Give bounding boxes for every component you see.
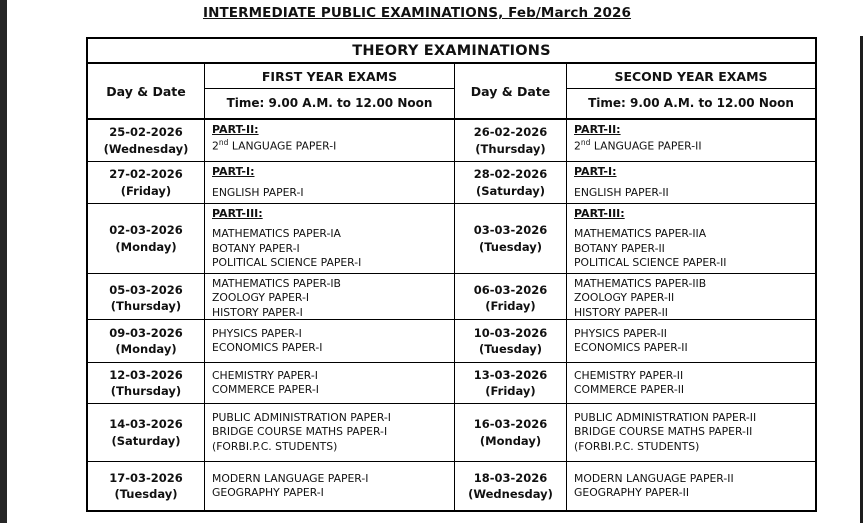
subject-superscript: nd <box>580 137 591 147</box>
subject-line: HISTORY PAPER-II <box>574 305 668 319</box>
subject-list <box>574 227 811 270</box>
exam-day: (Wednesday) <box>468 487 553 501</box>
part-label: PART-I: <box>574 165 617 178</box>
header-first-year-label: FIRST YEAR EXAMS <box>205 64 454 89</box>
table-title: THEORY EXAMINATIONS <box>88 39 815 64</box>
subject-line: POLITICAL SCIENCE PAPER-I <box>212 255 362 269</box>
exam-row <box>88 162 815 204</box>
exam-day: (Monday) <box>115 239 177 254</box>
subject-line: MODERN LANGUAGE PAPER-I <box>212 471 369 485</box>
subject-line: BOTANY PAPER-I <box>212 241 300 255</box>
subject-list <box>212 186 450 200</box>
subjects-cell <box>567 462 815 510</box>
exam-date: 28-02-2026 <box>473 167 548 182</box>
subjects-cell <box>567 204 815 273</box>
day-date-cell <box>88 404 205 461</box>
subject-line: PHYSICS PAPER-I <box>212 326 302 340</box>
exam-row <box>88 320 815 363</box>
subject-list <box>574 327 811 356</box>
subject-line: ECONOMICS PAPER-II <box>574 341 688 354</box>
exam-row <box>88 404 815 462</box>
exam-rows <box>88 120 815 510</box>
exam-day: (Wednesday) <box>103 141 189 156</box>
subjects-cell <box>205 462 455 510</box>
subject-list <box>212 411 450 454</box>
subject-text: 2 <box>574 139 581 153</box>
subject-line: (FORBI.P.C. STUDENTS) <box>574 439 700 453</box>
day-date-cell <box>455 320 567 362</box>
subject-list <box>212 138 450 154</box>
exam-day: (Friday) <box>120 183 172 198</box>
subjects-cell <box>567 404 815 461</box>
subject-list <box>574 138 811 154</box>
header-day-date-first: Day & Date <box>88 64 205 118</box>
subjects-cell <box>205 320 455 362</box>
exam-date: 16-03-2026 <box>473 417 548 432</box>
subjects-cell <box>567 320 815 362</box>
day-date-cell <box>455 120 567 161</box>
exam-day: (Thursday) <box>475 141 546 156</box>
subject-text: LANGUAGE PAPER-II <box>590 139 702 153</box>
part-label: PART-II: <box>574 123 621 136</box>
exam-day: (Tuesday) <box>478 342 543 356</box>
exam-date: 03-03-2026 <box>473 223 548 238</box>
exam-row <box>88 204 815 274</box>
exam-date: 14-03-2026 <box>109 417 183 432</box>
part-label: PART-III: <box>574 207 625 220</box>
subject-list <box>212 369 450 398</box>
exam-day: (Tuesday) <box>478 239 543 254</box>
exam-date: 12-03-2026 <box>109 367 183 382</box>
subject-line: BOTANY PAPER-II <box>574 241 665 255</box>
header-second-year-time: Time: 9.00 A.M. to 12.00 Noon <box>588 96 794 110</box>
subject-list <box>212 327 450 356</box>
subject-list <box>212 277 450 320</box>
day-date-cell <box>88 320 205 362</box>
subjects-cell <box>567 162 815 203</box>
subjects-cell <box>567 120 815 161</box>
header-second-year-group <box>567 64 815 118</box>
exam-day: (Thursday) <box>110 384 182 398</box>
subject-line: MATHEMATICS PAPER-IIA <box>574 227 707 241</box>
exam-row <box>88 363 815 404</box>
subject-line: GEOGRAPHY PAPER-I <box>212 486 324 499</box>
exam-date: 13-03-2026 <box>473 367 548 382</box>
subject-line: COMMERCE PAPER-I <box>212 383 319 396</box>
subject-line: ZOOLOGY PAPER-I <box>212 291 310 305</box>
subject-line: POLITICAL SCIENCE PAPER-II <box>574 255 727 269</box>
subject-line: PHYSICS PAPER-II <box>574 326 667 340</box>
subject-line: COMMERCE PAPER-II <box>574 383 685 396</box>
exam-date: 17-03-2026 <box>109 470 183 485</box>
exam-day: (Monday) <box>479 433 542 448</box>
subject-line: ENGLISH PAPER-II <box>574 185 669 199</box>
subjects-cell <box>205 363 455 403</box>
subject-line: CHEMISTRY PAPER-II <box>574 368 684 382</box>
exam-date: 18-03-2026 <box>473 470 548 485</box>
day-date-cell <box>455 162 567 203</box>
day-date-cell <box>88 204 205 273</box>
subject-line: MATHEMATICS PAPER-IA <box>212 227 341 241</box>
day-date-cell <box>455 204 567 273</box>
subject-line: ENGLISH PAPER-I <box>212 185 304 199</box>
subject-list <box>574 369 811 398</box>
day-date-cell <box>455 274 567 323</box>
exam-day: (Friday) <box>485 384 536 398</box>
header-second-year-label: SECOND YEAR EXAMS <box>567 64 815 89</box>
subjects-cell <box>205 204 455 273</box>
part-label: PART-II: <box>212 123 259 136</box>
subject-text: LANGUAGE PAPER-I <box>228 139 337 153</box>
subject-list <box>574 277 811 320</box>
subject-line <box>574 138 811 154</box>
exam-date: 09-03-2026 <box>109 325 183 340</box>
subject-list <box>574 411 811 454</box>
subject-line: GEOGRAPHY PAPER-II <box>574 486 690 499</box>
subject-line <box>212 138 450 154</box>
exam-day: (Thursday) <box>110 299 182 314</box>
subject-line: (FORBI.P.C. STUDENTS) <box>212 439 338 453</box>
header-day-date-second: Day & Date <box>455 64 567 118</box>
exam-day: (Saturday) <box>111 433 181 448</box>
part-label: PART-III: <box>212 207 263 220</box>
subject-list <box>212 227 450 270</box>
exam-day: (Saturday) <box>475 183 546 198</box>
subject-list <box>212 472 450 501</box>
table-header <box>88 64 815 120</box>
exam-date: 27-02-2026 <box>109 167 183 182</box>
subjects-cell <box>567 274 815 323</box>
part-label: PART-I: <box>212 165 255 178</box>
subject-line: CHEMISTRY PAPER-I <box>212 368 318 382</box>
subject-line: MODERN LANGUAGE PAPER-II <box>574 471 734 485</box>
subjects-cell <box>205 120 455 161</box>
exam-timetable <box>86 37 817 512</box>
exam-date: 25-02-2026 <box>109 125 183 140</box>
subject-line: HISTORY PAPER-I <box>212 305 303 319</box>
exam-date: 10-03-2026 <box>473 325 548 340</box>
day-date-cell <box>455 404 567 461</box>
subject-line: ZOOLOGY PAPER-II <box>574 291 675 305</box>
subject-line: BRIDGE COURSE MATHS PAPER-II <box>574 425 753 439</box>
exam-day: (Tuesday) <box>114 487 178 501</box>
exam-row <box>88 120 815 162</box>
subject-line: PUBLIC ADMINISTRATION PAPER-II <box>574 411 757 425</box>
subjects-cell <box>567 363 815 403</box>
subject-line: PUBLIC ADMINISTRATION PAPER-I <box>212 411 391 425</box>
subjects-cell <box>205 274 455 323</box>
page-title: INTERMEDIATE PUBLIC EXAMINATIONS, Feb/March 2026 <box>202 5 632 21</box>
subjects-cell <box>205 404 455 461</box>
day-date-cell <box>455 462 567 510</box>
subjects-cell <box>205 162 455 203</box>
subject-line: ECONOMICS PAPER-I <box>212 341 323 354</box>
page-edge-line <box>860 36 863 523</box>
subject-superscript: nd <box>218 137 229 147</box>
exam-date: 05-03-2026 <box>109 283 183 298</box>
day-date-cell <box>88 162 205 203</box>
day-date-cell <box>88 363 205 403</box>
subject-text: 2 <box>212 139 219 153</box>
page-edge-strip <box>0 0 7 523</box>
exam-date: 26-02-2026 <box>473 125 548 140</box>
subject-line: MATHEMATICS PAPER-IIB <box>574 277 707 290</box>
day-date-cell <box>88 462 205 510</box>
exam-day: (Monday) <box>115 342 177 356</box>
subject-list <box>574 186 811 200</box>
exam-date: 06-03-2026 <box>473 283 548 298</box>
day-date-cell <box>88 120 205 161</box>
day-date-cell <box>88 274 205 323</box>
day-date-cell <box>455 363 567 403</box>
exam-row <box>88 274 815 320</box>
exam-date: 02-03-2026 <box>109 223 183 238</box>
subject-line: MATHEMATICS PAPER-IB <box>212 277 341 290</box>
subject-line: BRIDGE COURSE MATHS PAPER-I <box>212 425 388 439</box>
subject-list <box>574 472 811 501</box>
exam-row <box>88 462 815 510</box>
header-first-year-time: Time: 9.00 A.M. to 12.00 Noon <box>226 96 433 110</box>
exam-day: (Friday) <box>485 299 536 314</box>
header-first-year-group <box>205 64 455 118</box>
